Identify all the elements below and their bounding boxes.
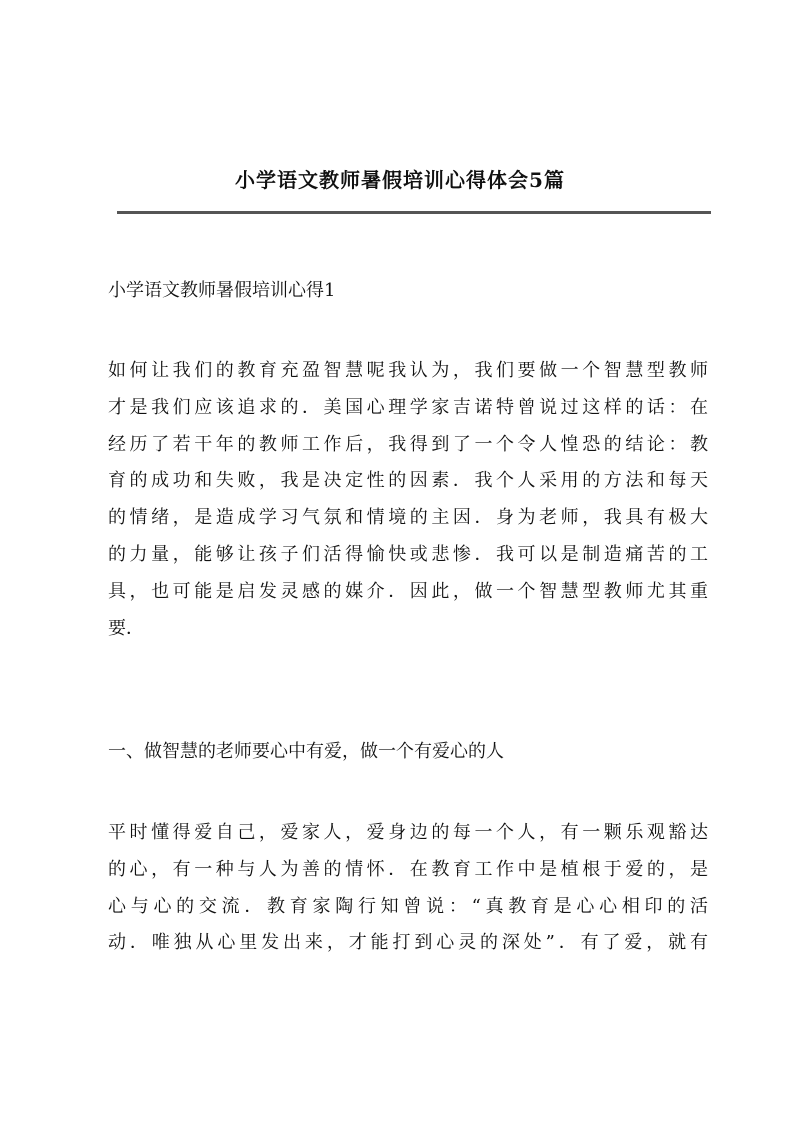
section-heading: 小学语文教师暑假培训心得1 [108, 280, 336, 301]
paragraph-line: 如何让我们的教育充盈智慧呢我认为，我们要做一个智慧型教师 [108, 360, 708, 381]
paragraph-line: 动．唯独从心里发出来，才能打到心灵的深处”．有了爱，就有 [108, 932, 708, 954]
paragraph-line: 育的成功和失败，我是决定性的因素．我个人采用的方法和每天 [108, 470, 708, 492]
paragraph-line: 平时懂得爱自己，爱家人，爱身边的每一个人，有一颗乐观豁达 [108, 822, 708, 843]
paragraph-2 [108, 815, 708, 962]
paragraph-line: 才是我们应该追求的．美国心理学家吉诺特曾说过这样的话：在 [108, 396, 708, 418]
paragraph-line: 的力量，能够让孩子们活得愉快或悲惨．我可以是制造痛苦的工 [108, 543, 708, 565]
paragraph-line: 经历了若干年的教师工作后，我得到了一个令人惶恐的结论：教 [108, 433, 708, 455]
title-underline [117, 211, 711, 214]
paragraph-line: 具，也可能是启发灵感的媒介．因此，做一个智慧型教师尤其重 [108, 580, 708, 602]
paragraph-1 [108, 353, 708, 647]
paragraph-line: 的心，有一种与人为善的情怀．在教育工作中是植根于爱的，是 [108, 858, 708, 880]
document-title: 小学语文教师暑假培训心得体会5篇 [235, 168, 565, 192]
subheading-love: 一、做智慧的老师要心中有爱，做一个有爱心的人 [108, 741, 504, 762]
paragraph-line: 要． [108, 617, 144, 639]
paragraph-line: 心与心的交流．教育家陶行知曾说：“真教育是心心相印的活 [108, 895, 708, 917]
paragraph-line: 的情绪，是造成学习气氛和情境的主因．身为老师，我具有极大 [108, 507, 708, 529]
